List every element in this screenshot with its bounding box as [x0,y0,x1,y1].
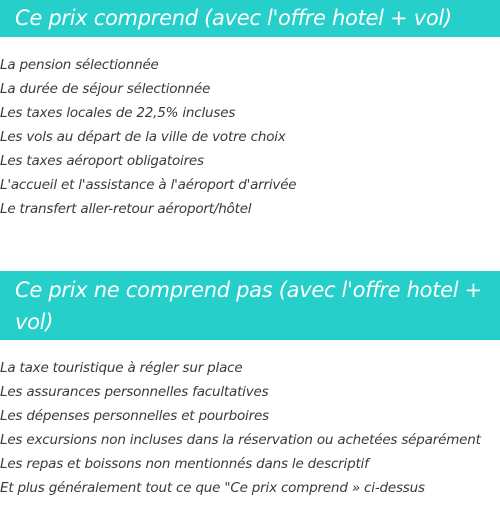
excluded-item: Et plus généralement tout ce que "Ce prix comprend » ci-dessus [0,480,425,496]
included-item: Les vols au départ de la ville de votre choix [0,129,286,145]
excluded-item: Les dépenses personnelles et pourboires [0,408,269,424]
included-item: Les taxes locales de 22,5% incluses [0,105,236,121]
excluded-list [0,356,481,500]
excluded-item: Les repas et boissons non mentionnés dans le descriptif [0,456,369,472]
included-item: Le transfert aller-retour aéroport/hôtel [0,201,252,217]
excluded-item: Les assurances personnelles facultatives [0,384,269,400]
included-item: Les taxes aéroport obligatoires [0,153,204,169]
included-item: La durée de séjour sélectionnée [0,81,211,97]
excluded-item: La taxe touristique à régler sur place [0,360,243,376]
included-list [0,53,296,221]
excluded-item: Les excursions non incluses dans la réservation ou achetées séparément [0,432,481,448]
included-section-heading: Ce prix comprend (avec l'offre hotel + vol) [0,0,500,37]
included-item: La pension sélectionnée [0,57,159,73]
excluded-section-heading: Ce prix ne comprend pas (avec l'offre hotel + vol) [0,271,500,340]
included-item: L'accueil et l'assistance à l'aéroport d'arrivée [0,177,297,193]
